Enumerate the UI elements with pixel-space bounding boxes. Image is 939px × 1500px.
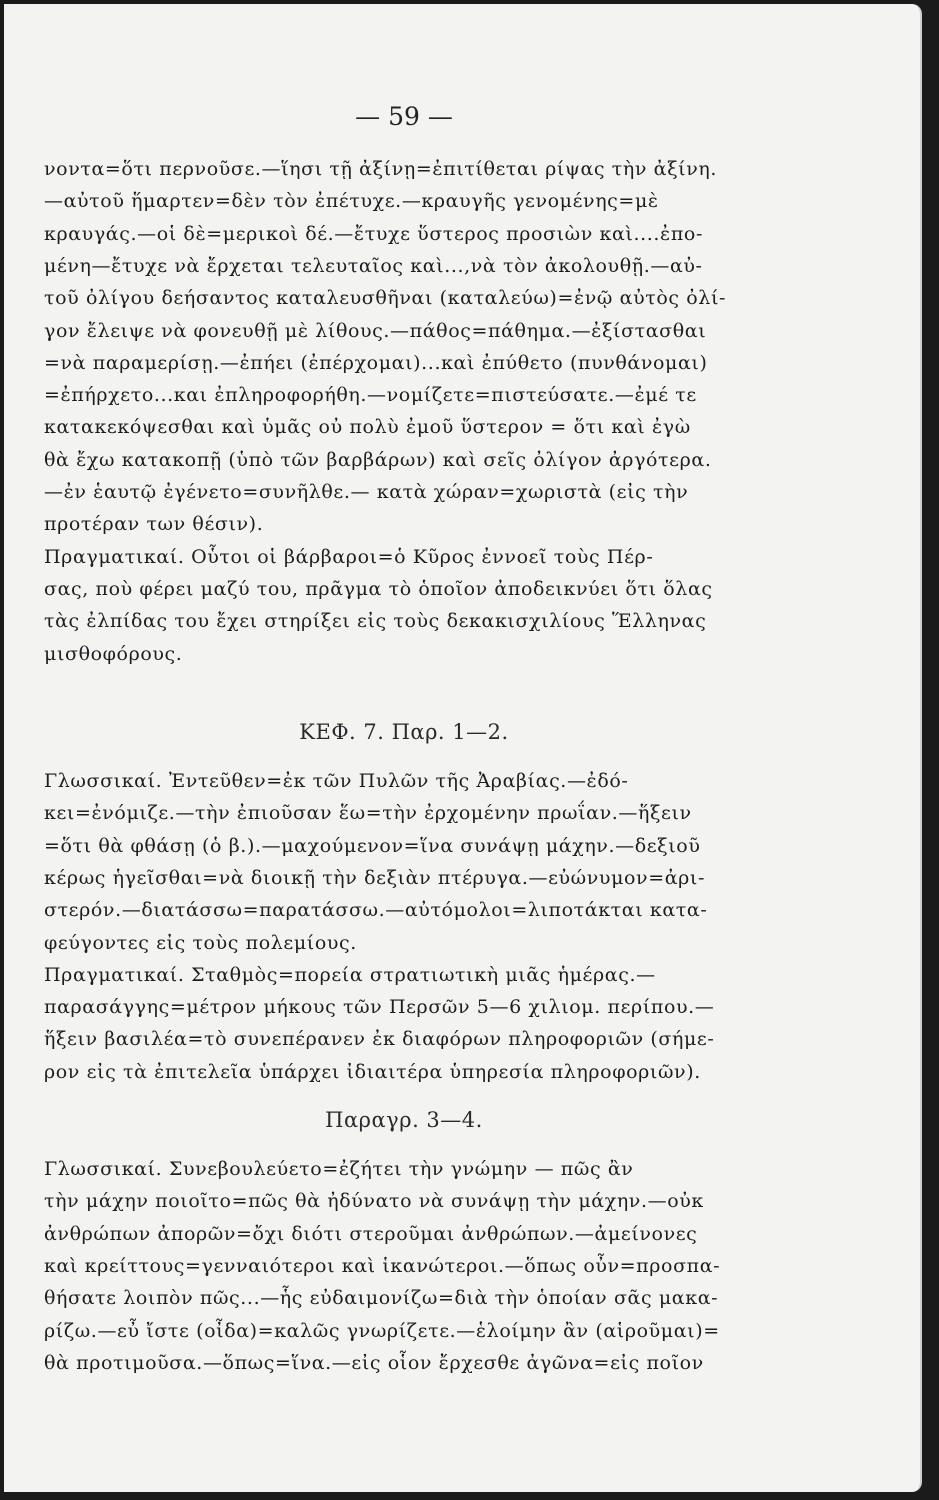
text-line: θὰ προτιμοῦσα.—ὅπως=ἵνα.—εἰς οἷον ἔρχεσθε ἀγῶνα=εἰς ποῖον: [44, 1351, 704, 1374]
text-line: μισθοφόρους.: [44, 642, 183, 665]
text-line: ἥξειν βασιλέα=τὸ συνεπέρανεν ἐκ διαφόρων πληροφοριῶν (σήμε-: [44, 1028, 715, 1051]
text-line: θὰ ἔχω κατακοπῇ (ὑπὸ τῶν βαρβάρων) καὶ σεῖς ὀλίγον ἀργότερα.: [44, 448, 712, 471]
text-line: κέρως ἡγεῖσθαι=νὰ διοικῇ τὴν δεξιὰν πτέρυγα.—εὐώνυμον=ἀρι-: [44, 866, 706, 889]
text-line: Γλωσσικαί. Ἐντεῦθεν=ἐκ τῶν Πυλῶν τῆς Ἀραβίας.—ἐδό-: [44, 770, 629, 792]
text-line: προτέραν των θέσιν).: [44, 513, 264, 536]
text-line: παρασάγγης=μέτρον μήκους τῶν Περσῶν 5—6 χιλιομ. περίπου.—: [44, 996, 715, 1019]
page-number: — 59 —: [355, 102, 453, 131]
text-line: θήσατε λοιπὸν πῶς...—ἧς εὐδαιμονίζω=διὰ τὴν ὁποίαν σᾶς μακα-: [44, 1287, 719, 1310]
text-line: τοῦ ὀλίγου δεήσαντος καταλευσθῆναι (καταλεύω)=ἐνῷ αὐτὸς ὀλί-: [44, 287, 727, 310]
text-line: =ὅτι θὰ φθάσῃ (ὁ β.).—μαχούμενον=ἵνα συνάψῃ μάχην.—δεξιοῦ: [44, 834, 701, 857]
text-line: Πραγματικαί. Σταθμὸς=πορεία στρατιωτικὴ μιᾶς ἡμέρας.—: [44, 963, 656, 986]
section-heading: Παραγρ. 3—4.: [325, 1108, 483, 1132]
text-line: νοντα=ὅτι περνοῦσε.—ἵησι τῇ ἀξίνῃ=ἐπιτίθεται ρίψας τὴν ἀξίνη.: [44, 158, 717, 180]
text-line: Πραγματικαί. Οὗτοι οἱ βάρβαροι=ὁ Κῦρος ἐννοεῖ τοὺς Πέρ-: [44, 545, 654, 568]
book-page: [4, 4, 922, 1492]
text-line: καὶ κρείττους=γενναιότεροι καὶ ἱκανώτεροι.—ὅπως οὖν=προσπα-: [44, 1254, 721, 1277]
text-line: τὴν μάχην ποιοῖτο=πῶς θὰ ἠδύνατο νὰ συνάψῃ τὴν μάχην.—οὐκ: [44, 1190, 704, 1213]
text-line: =νὰ παραμερίσῃ.—ἐπήει (ἐπέρχομαι)...καὶ ἐπύθετο (πυνθάνομαι): [44, 351, 708, 374]
text-line: κατακεκόψεσθαι καὶ ὑμᾶς οὐ πολὺ ἐμοῦ ὕστερον = ὅτι καὶ ἐγὼ: [44, 416, 691, 439]
text-line: γον ἔλειψε νὰ φονευθῇ μὲ λίθους.—πάθος=πάθημα.—ἐξίστασθαι: [44, 319, 707, 342]
text-line: —ἐν ἑαυτῷ ἐγένετο=συνῆλθε.— κατὰ χώραν=χωριστὰ (εἰς τὴν: [44, 481, 689, 503]
text-line: μένη—ἔτυχε νὰ ἔρχεται τελευταῖος καὶ...,νὰ τὸν ἀκολουθῇ.—αὐ-: [44, 254, 703, 277]
text-line: ρον εἰς τὰ ἐπιτελεῖα ὑπάρχει ἰδιαιτέρα ὑπηρεσία πληροφοριῶν).: [44, 1060, 701, 1083]
text-line: σας, ποὺ φέρει μαζύ του, πρᾶγμα τὸ ὁποῖον ἀποδεικνύει ὅτι ὅλας: [44, 577, 713, 600]
text-line: τὰς ἐλπίδας του ἔχει στηρίξει εἰς τοὺς δεκακισχιλίους Ἕλληνας: [44, 610, 707, 633]
text-line: κραυγάς.—οἱ δὲ=μερικοὶ δέ.—ἔτυχε ὕστερος προσιὼν καὶ....ἐπο-: [44, 222, 703, 245]
text-line: ρίζω.—εὖ ἴστε (οἶδα)=καλῶς γνωρίζετε.—ἑλοίμην ἂν (αἱροῦμαι)=: [44, 1319, 720, 1342]
text-line: =ἐπήρχετο...και ἐπληροφορήθη.—νομίζετε=πιστεύσατε.—ἐμέ τε: [44, 384, 697, 407]
text-line: ἀνθρώπων ἀπορῶν=ὄχι διότι στεροῦμαι ἀνθρώπων.—ἀμείνονες: [44, 1222, 698, 1245]
chapter-heading: ΚΕΦ. 7. Παρ. 1—2.: [299, 720, 509, 744]
text-line: —αὐτοῦ ἥμαρτεν=δὲν τὸν ἐπέτυχε.—κραυγῆς γενομένης=μὲ: [44, 190, 659, 213]
text-line: κει=ἐνόμιζε.—τὴν ἐπιοῦσαν ἕω=τὴν ἐρχομένην πρωΐαν.—ἥξειν: [44, 802, 692, 825]
text-line: φεύγοντες εἰς τοὺς πολεμίους.: [44, 931, 357, 954]
text-line: Γλωσσικαί. Συνεβουλεύετο=ἐζήτει τὴν γνώμην — πῶς ἂν: [44, 1158, 634, 1180]
text-line: στερόν.—διατάσσω=παρατάσσω.—αὐτόμολοι=λιποτάκται κατα-: [44, 899, 708, 922]
